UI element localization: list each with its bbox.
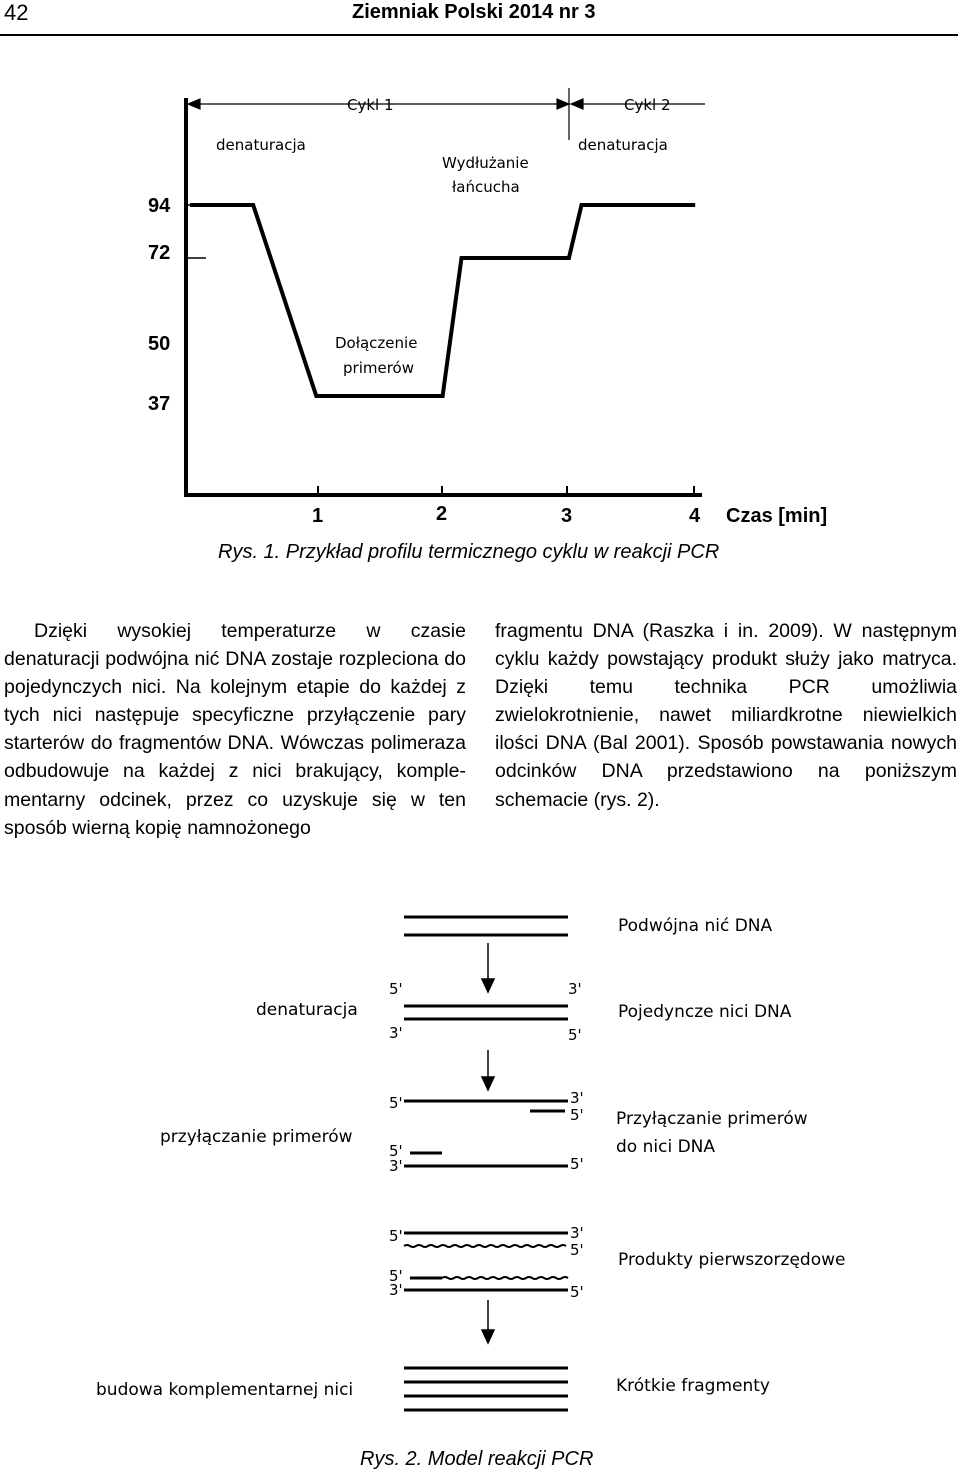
journal-title: Ziemniak Polski 2014 nr 3: [352, 1, 596, 23]
step-arrows: [482, 943, 494, 1343]
diagram-labels: [96, 916, 845, 1400]
pcr-model-diagram: [0, 890, 960, 1450]
phase-labels: [216, 96, 671, 377]
label-primary-products: Produkty pierwszorzędowe: [618, 1250, 846, 1270]
end-label-5prime: 5': [389, 980, 403, 998]
end-label-3prime: 3': [389, 1157, 403, 1175]
y-tick-labels: [148, 195, 171, 415]
annealing-label-line2: primerów: [343, 359, 414, 377]
y-tick-72: 72: [148, 242, 171, 264]
strand-end-labels: [389, 980, 584, 1301]
x-tick-2: 2: [436, 503, 448, 525]
elongation-label-line1: Wydłużanie: [442, 154, 529, 172]
body-paragraph-left: Dzięki wysokiej temperaturze w czasie denaturacji podwójna nić DNA zostaje rozpleciona do pojedynczych nici. Na kolejnym etapie do każdej z tych nici następuje specyficzne przyłączenie pary starterów do fragmentów DNA. Wówczas polimeraza odbudowuje na każdej z nici brakujący, komplementarny odcinek, przez co uzyskuje się w ten sposób wierną kopię namnożonego: [4, 620, 466, 839]
x-axis-label: Czas [min]: [726, 505, 828, 527]
x-tick-1: 1: [312, 505, 324, 527]
end-label-3prime: 3': [389, 1281, 403, 1299]
denaturation1-label: denaturacja: [216, 136, 306, 154]
y-tick-50: 50: [148, 333, 171, 355]
end-label-5prime: 5': [570, 1241, 584, 1259]
header-rule: [0, 34, 958, 36]
end-label-3prime: 3': [568, 980, 582, 998]
end-label-3prime: 3': [570, 1089, 584, 1107]
figure1-caption: Rys. 1. Przykład profilu termicznego cyklu w reakcji PCR: [218, 541, 720, 563]
end-label-5prime: 5': [570, 1283, 584, 1301]
page-number: 42: [4, 0, 29, 25]
end-label-5prime: 5': [568, 1026, 582, 1044]
label-double-strand: Podwójna nić DNA: [618, 916, 773, 936]
end-label-5prime: 5': [389, 1142, 403, 1160]
y-tick-94: 94: [148, 195, 171, 217]
denaturation2-label: denaturacja: [578, 136, 668, 154]
body-text-right-column: [495, 617, 957, 814]
label-primer-attachment-line2: do nici DNA: [616, 1137, 716, 1157]
annealing-label-line1: Dołączenie: [335, 334, 418, 352]
label-complement-build: budowa komplementarnej nici: [96, 1380, 354, 1400]
temperature-profile-line: [190, 205, 695, 396]
end-label-5prime: 5': [389, 1094, 403, 1112]
new-strand-top: [404, 1245, 566, 1247]
end-label-5prime: 5': [389, 1227, 403, 1245]
cycle1-label: Cykl 1: [347, 96, 394, 114]
end-label-5prime: 5': [570, 1106, 584, 1124]
elongation-label-line2: łańcucha: [452, 178, 520, 196]
label-primer-step: przyłączanie primerów: [160, 1127, 353, 1147]
thermal-profile-chart: [0, 80, 960, 540]
body-paragraph-right: fragmentu DNA (Raszka i in. 2009). W następnym cyklu każdy powstający produkt służy jako matryca. Dzięki temu technika PCR umożliwia zwielokrotnienie, nawet miliardkrotne niewielkich ilości DNA (Bal 2001). Sposób powstawania nowych odcinków DNA przedstawiono na poniższym schemacie (rys. 2).: [495, 620, 957, 811]
label-denaturation: denaturacja: [256, 1000, 358, 1020]
label-short-fragments: Krótkie fragmenty: [616, 1376, 770, 1396]
x-tick-3: 3: [561, 505, 573, 527]
x-tick-4: 4: [689, 505, 701, 527]
y-tick-marks: [186, 205, 206, 258]
new-strand-bottom: [442, 1277, 568, 1279]
label-primer-attachment-line1: Przyłączanie primerów: [616, 1109, 808, 1129]
y-tick-37: 37: [148, 393, 171, 415]
x-tick-labels: [312, 503, 827, 527]
body-text-left-column: [4, 617, 466, 842]
end-label-3prime: 3': [389, 1024, 403, 1042]
end-label-3prime: 3': [570, 1224, 584, 1242]
cycle2-label: Cykl 2: [624, 96, 671, 114]
end-label-5prime: 5': [570, 1155, 584, 1173]
label-single-strands: Pojedyncze nici DNA: [618, 1002, 792, 1022]
figure2-caption: Rys. 2. Model reakcji PCR: [360, 1448, 594, 1470]
end-label-5prime: 5': [389, 1267, 403, 1285]
